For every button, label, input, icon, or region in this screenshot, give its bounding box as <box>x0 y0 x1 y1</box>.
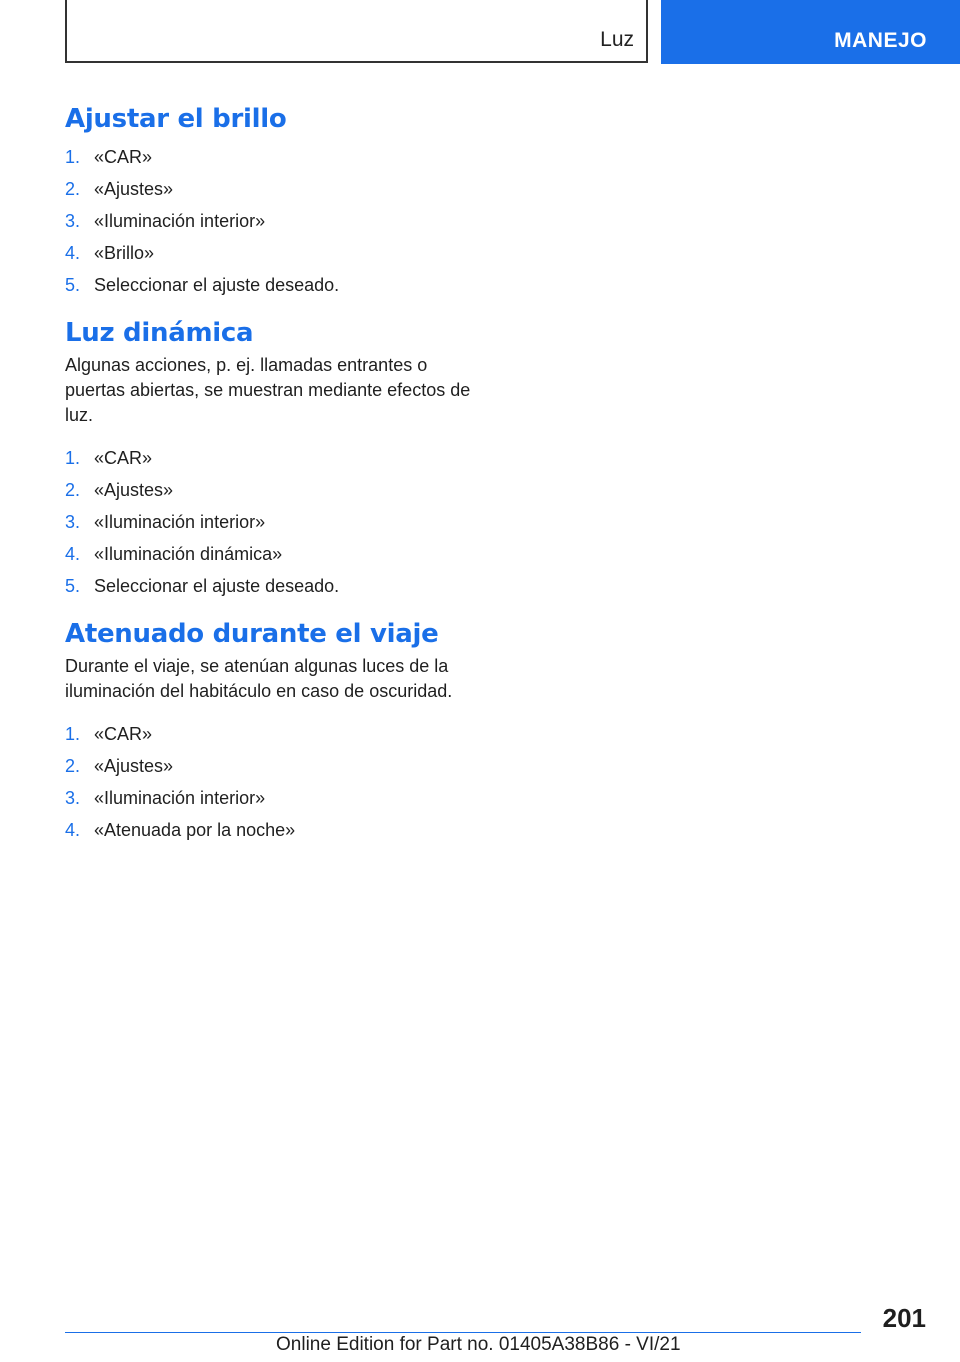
step-text: «Ajustes» <box>94 179 174 199</box>
step-list <box>65 141 485 301</box>
section-dynamic-light <box>65 317 485 602</box>
step-text: «CAR» <box>94 724 153 744</box>
step-number: 2. <box>65 756 81 776</box>
step-text: «Brillo» <box>94 243 155 263</box>
section-brightness <box>65 103 485 301</box>
step-text: «Atenuada por la noche» <box>94 820 296 840</box>
section-night-dimming <box>65 618 485 846</box>
step-number: 2. <box>65 179 81 199</box>
step-number: 3. <box>65 788 81 808</box>
list-item <box>65 205 485 237</box>
step-text: Seleccionar el ajuste deseado. <box>94 576 340 596</box>
chapter-tab[interactable] <box>661 0 960 64</box>
step-text: «CAR» <box>94 147 153 167</box>
step-number: 2. <box>65 480 81 500</box>
step-number: 5. <box>65 275 81 295</box>
step-text: «Iluminación interior» <box>94 788 266 808</box>
list-item <box>65 506 485 538</box>
step-number: 1. <box>65 147 81 167</box>
step-text: «Iluminación interior» <box>94 512 266 532</box>
list-item <box>65 718 485 750</box>
header-section-title: Luz <box>600 28 634 51</box>
step-text: «CAR» <box>94 448 153 468</box>
list-item <box>65 782 485 814</box>
header-frame <box>65 0 648 63</box>
step-number: 4. <box>65 243 81 263</box>
step-number: 4. <box>65 544 81 564</box>
step-number: 1. <box>65 724 81 744</box>
list-item <box>65 237 485 269</box>
list-item <box>65 173 485 205</box>
step-text: Seleccionar el ajuste deseado. <box>94 275 340 295</box>
main-content <box>65 103 485 846</box>
section-title: Ajustar el brillo <box>65 104 287 134</box>
footer-edition: Online Edition for Part no. 01405A38B86 - VI/21 <box>276 1334 681 1355</box>
section-intro: Durante el viaje, se atenúan algunas luces de la iluminación del habitáculo en caso de oscuridad. <box>65 656 453 701</box>
chapter-tab-label: MANEJO <box>834 29 927 52</box>
list-item <box>65 538 485 570</box>
section-title: Luz dinámica <box>65 318 254 348</box>
step-list <box>65 442 485 602</box>
list-item <box>65 269 485 301</box>
step-text: «Ajustes» <box>94 480 174 500</box>
step-number: 4. <box>65 820 81 840</box>
list-item <box>65 141 485 173</box>
step-list <box>65 718 485 846</box>
list-item <box>65 814 485 846</box>
step-number: 5. <box>65 576 81 596</box>
list-item <box>65 750 485 782</box>
step-number: 3. <box>65 512 81 532</box>
step-text: «Ajustes» <box>94 756 174 776</box>
step-number: 3. <box>65 211 81 231</box>
page-number: 201 <box>882 1303 926 1333</box>
list-item <box>65 442 485 474</box>
section-title: Atenuado durante el viaje <box>65 619 439 649</box>
list-item <box>65 474 485 506</box>
footer-divider <box>65 1332 861 1333</box>
step-number: 1. <box>65 448 81 468</box>
list-item <box>65 570 485 602</box>
step-text: «Iluminación dinámica» <box>94 544 283 564</box>
step-text: «Iluminación interior» <box>94 211 266 231</box>
section-intro: Algunas acciones, p. ej. llamadas entrantes o puertas abiertas, se muestran mediante efectos de luz. <box>65 355 471 425</box>
